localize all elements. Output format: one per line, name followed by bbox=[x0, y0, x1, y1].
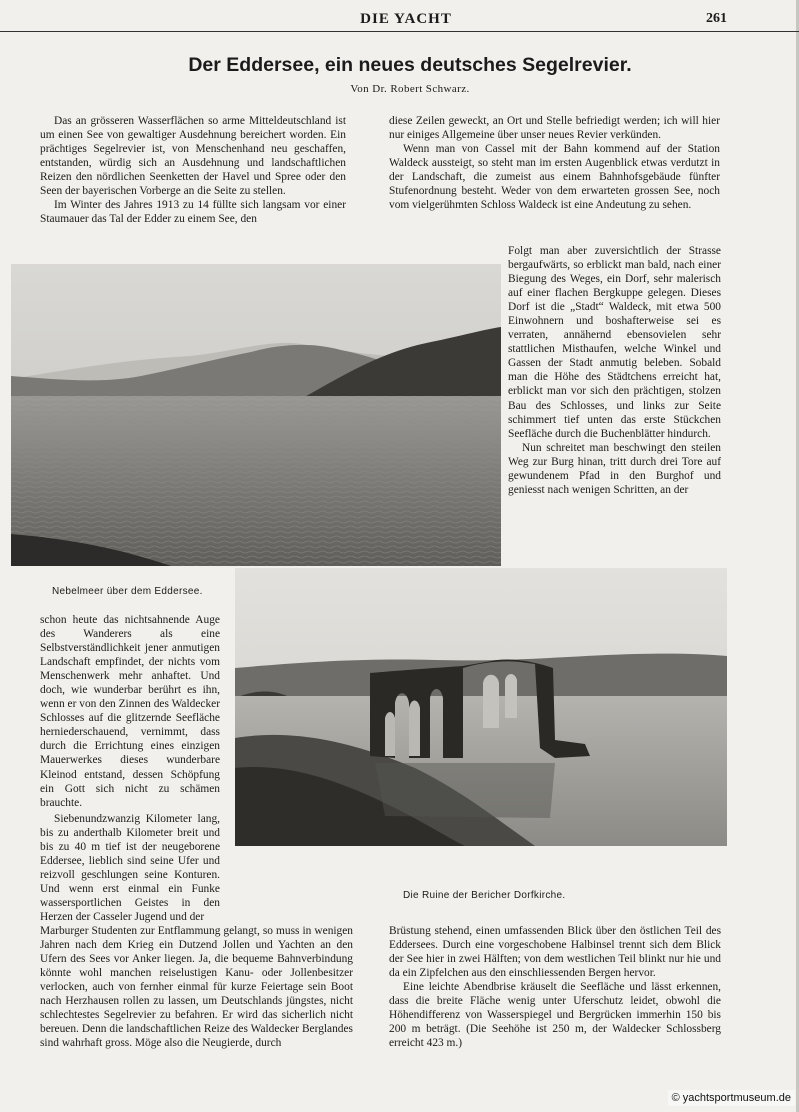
page-header bbox=[0, 11, 799, 32]
col1-bottom-text bbox=[40, 924, 353, 1064]
col2-top-text bbox=[389, 114, 720, 244]
paragraph: diese Zeilen geweckt, an Ort und Stelle befriedigt werden; ich will hier nur einiges Allgemeine über unser neues Revier verkünden. bbox=[389, 115, 720, 142]
paragraph: Eine leichte Abendbrise kräuselt die Seefläche und lässt erkennen, dass die breite Fläche wenig unter Uferschutz leidet, obwohl die Höhendifferenz von Wasserspiegel und Bergrücken immerhin 150 bis 200 m beträgt. (Die Seehöhe ist 250 m, der Waldecker Schlossberg erreicht 423 m.) bbox=[389, 981, 721, 1050]
article-byline: Von Dr. Robert Schwarz. bbox=[350, 83, 470, 95]
paragraph: Wenn man von Cassel mit der Bahn kommend auf der Station Waldeck aussteigt, so steht man im ersten Augenblick etwas verdutzt in der Landschaft, die zumeist aus einem Bahnhofsgebäude fünfter Stufenordnung besteht. Weder von dem erwarteten grossen See, noch vom vielgerühmten Schloss Waldeck ist eine Andeutung zu sehen. bbox=[389, 143, 720, 212]
col2-narrow-text bbox=[508, 244, 721, 554]
paragraph: Brüstung stehend, einen umfassenden Blick über den östlichen Teil des Eddersees. Durch eine vorgeschobene Halbinsel trennt sich dem Blick der See hier in zwei Hälften; von dem westlichen Teil blinkt nur hie und da ein Zipfelchen aus den einschliessenden Bergen hervor. bbox=[389, 925, 721, 980]
fig2-caption: Die Ruine der Bericher Dorfkirche. bbox=[403, 890, 566, 901]
paragraph: Folgt man aber zuversichtlich der Strasse bergaufwärts, so erblickt man bald, nach einer Biegung des Weges, ein Dorf, sehr malerisch auf einer flachen Bergkuppe gelegen. Dieses Dorf ist die „Stadt“ Waldeck, mit etwa 500 Einwohnern und boshafterweise sei es verraten, annähernd ebensovielen sehr stattlichen Misthaufen, welche Winkel und Gassen der Stadt anmutig beleben. Sobald man die Höhe des Städtchens erreicht hat, erblickt man vor sich den prächtigen, stolzen Bau des Schlosses, und links zur Seite schimmert tief unten das erste Stückchen Seefläche durch die Buchenblätter hindurch. bbox=[508, 245, 721, 440]
col2-bottom-text bbox=[389, 924, 721, 1064]
paragraph: Das an grösseren Wasserflächen so arme Mitteldeutschland ist um einen See von gewaltiger Ausdehnung bereichert worden. Ein prächtiges Segelrevier ist, von Menschenhand neu geschaffen, entstanden, würdig sich an Ausdehnung und landschaftlichen Reizen den nördlichen Seenketten der Havel und Spree oder den Seen der bayerischen Vorberge an die Seite zu stellen. bbox=[40, 115, 346, 198]
photo-church-ruin bbox=[235, 568, 727, 846]
photo-fog-lake-image bbox=[11, 264, 501, 566]
col1-top-text bbox=[40, 114, 346, 244]
paragraph: Siebenundzwanzig Kilometer lang, bis zu anderthalb Kilometer breit und bis zu 40 m tief ist der neugeborene Eddersee, lieblich sind seine Ufer und reizvoll geschlungen seine Konturen. Und wenn erst einmal ein Funke wassersportlichen Geistes in den Herzen der Casseler Jugend und der bbox=[40, 813, 220, 924]
paragraph: Im Winter des Jahres 1913 zu 14 füllte sich langsam vor einer Staumauer das Tal der Edder zu einem See, den bbox=[40, 199, 346, 226]
paragraph: Marburger Studenten zur Entflammung gelangt, so muss in wenigen Jahren nach dem Krieg ein Dutzend Jollen und Yachten an den Ufern des Sees vor Anker liegen. Ja, die bequeme Bahnverbindung könnte wohl manchen reiselustigen Kanu- oder Jollenbesitzer verlocken, auch von fernher einmal für kurze Feiertage sein Boot nach Herzhausen rollen zu lassen, um Deutschlands jüngstes, nicht schlechtestes Segelrevier zu befahren. Er wird das sicherlich nicht bereuen. Denn die landschaftlichen Reize des Waldecker Berglandes sind wahrhaft gross. Möge also die Neugierde, durch bbox=[40, 925, 353, 1050]
article-title: Der Eddersee, ein neues deutsches Segelrevier. bbox=[188, 54, 632, 76]
photo-church-ruin-image bbox=[235, 568, 727, 846]
photo-fog-lake bbox=[11, 264, 501, 566]
paragraph: Nun schreitet man beschwingt den steilen Weg zur Burg hinan, tritt durch drei Tore auf gewundenem Pfad in den Burghof und geniesst nach wenigen Schritten, an der bbox=[508, 441, 721, 496]
col1-mid2-text bbox=[40, 812, 220, 937]
fig1-caption: Nebelmeer über dem Eddersee. bbox=[52, 586, 203, 597]
paragraph: schon heute das nichtsahnende Auge des Wanderers als eine Selbstverständlichkeit jener anmutigen Landschaft empfindet, der nichts vom Menschenwerk mehr anhaftet. Und doch, wie wunderbar berührt es ihn, wenn er von den Zinnen des Waldecker Schlosses auf die glitzernde Seefläche herniederschauend, vernimmt, dass durch die Errichtung eines einzigen Mauerwerkes dieses wunderbare Kleinod entstand, dessen Schöpfung ein Gott sich nicht zu schämen brauchte. bbox=[40, 614, 220, 809]
page-number: 261 bbox=[706, 11, 727, 26]
watermark: © yachtsportmuseum.de bbox=[668, 1090, 795, 1106]
running-title: DIE YACHT bbox=[360, 11, 452, 27]
col1-mid-text bbox=[40, 613, 220, 808]
